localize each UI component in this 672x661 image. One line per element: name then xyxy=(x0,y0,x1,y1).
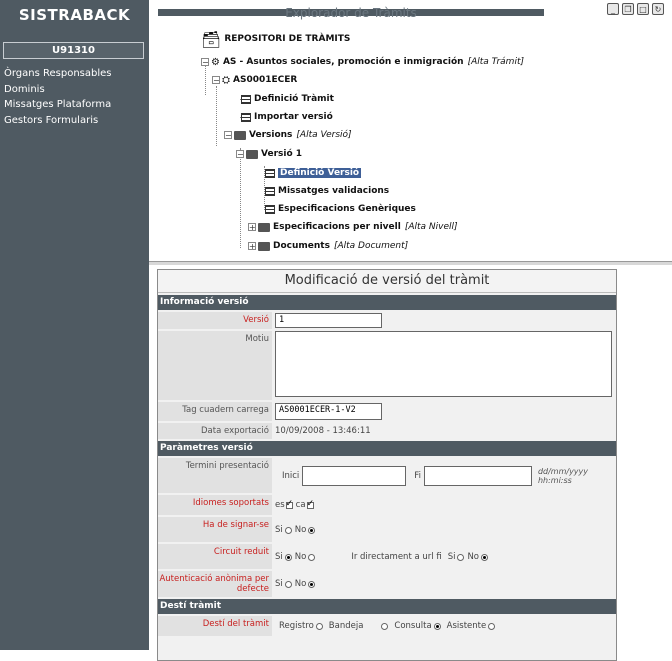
desti-asistente-radio[interactable] xyxy=(488,623,495,630)
signar-si-radio[interactable] xyxy=(285,527,292,534)
row-desti xyxy=(158,616,616,636)
desti-asistente-label: Asistente xyxy=(446,621,487,631)
tag-cuadern-input[interactable]: AS0001ECER-1-V2 xyxy=(275,403,382,420)
signar-no-label: No xyxy=(294,524,307,535)
folder-icon xyxy=(258,223,270,232)
folder-icon xyxy=(234,131,246,140)
row-signar xyxy=(158,517,616,542)
inici-label: Inici xyxy=(282,470,300,481)
tree-node-domain[interactable] xyxy=(201,55,524,69)
folder-open-icon xyxy=(246,150,258,159)
document-icon xyxy=(265,205,275,214)
section-parametres-versio: Paràmetres versió xyxy=(158,441,616,456)
signar-no-radio[interactable] xyxy=(308,527,315,534)
alta-tramit-link[interactable]: [Alta Trámit] xyxy=(467,57,524,67)
alta-versio-link[interactable]: [Alta Versió] xyxy=(296,130,352,140)
url-fi-label: Ir directament a url fi xyxy=(351,551,442,562)
label-idiomes: Idiomes soportats xyxy=(158,495,272,515)
folder-icon xyxy=(258,242,270,251)
document-icon xyxy=(265,169,275,178)
tree-node-label: Definició Tràmit xyxy=(254,94,334,104)
label-data-exportacio: Data exportació xyxy=(158,423,272,439)
termini-fi-input[interactable] xyxy=(424,466,532,486)
sidebar xyxy=(0,0,149,650)
tree-node-label: Especificacions per nivell xyxy=(273,222,401,232)
url-fi-no-radio[interactable] xyxy=(481,554,488,561)
desti-consulta-label: Consulta xyxy=(394,621,432,631)
row-circuit xyxy=(158,544,616,569)
row-versio xyxy=(158,312,616,329)
tree-node-label: AS0001ECER xyxy=(233,75,298,85)
document-icon xyxy=(241,95,251,104)
versio-input[interactable]: 1 xyxy=(275,313,382,328)
sidebar-item-gestors[interactable]: Gestors Formularis xyxy=(4,114,99,126)
tree-node-root[interactable] xyxy=(201,29,351,49)
desti-registro-label: Registro xyxy=(279,621,314,631)
circuit-si-label: Si xyxy=(275,551,283,562)
user-id-box: U91310 xyxy=(3,42,144,59)
section-desti-tramit: Destí tràmit xyxy=(158,599,616,614)
desti-consulta-radio[interactable] xyxy=(434,623,441,630)
tree-node-especificacions-generiques[interactable] xyxy=(265,202,416,216)
explorer-title: Explorador de Tràmits xyxy=(285,6,417,20)
tramits-explorer xyxy=(149,0,672,261)
sidebar-menu xyxy=(4,66,112,128)
tree-node-label-selected: Definició Versió xyxy=(280,168,360,178)
tree-node-especificacions-nivell[interactable] xyxy=(248,220,458,234)
label-signar: Ha de signar-se xyxy=(158,517,272,542)
restore-icon[interactable]: ❐ xyxy=(622,3,634,15)
desti-registro-radio[interactable] xyxy=(316,623,323,630)
tree-line xyxy=(216,86,217,146)
url-fi-no-label: No xyxy=(467,551,480,562)
tree-node-tramit[interactable] xyxy=(212,73,297,87)
row-autenticacio xyxy=(158,571,616,597)
refresh-icon[interactable]: ↻ xyxy=(652,3,664,15)
collapse-icon[interactable]: − xyxy=(202,58,209,67)
circuit-no-radio[interactable] xyxy=(308,554,315,561)
domain-icon: ⚙ xyxy=(211,56,220,68)
label-versio: Versió xyxy=(158,312,272,329)
label-circuit: Circuit reduit xyxy=(158,544,272,569)
tree-node-label: Importar versió xyxy=(254,112,333,122)
signar-si-label: Si xyxy=(275,524,283,535)
row-tag xyxy=(158,402,616,421)
sidebar-item-organs[interactable]: Òrgans Responsables xyxy=(4,68,112,79)
window-controls xyxy=(607,3,664,15)
label-desti: Destí del tràmit xyxy=(158,616,272,636)
tree-node-versions[interactable] xyxy=(224,128,352,142)
repository-icon: 🗃 xyxy=(201,29,222,49)
tree-node-versio-1[interactable] xyxy=(236,147,302,161)
section-informacio-versio: Informació versió xyxy=(158,295,616,310)
date-format-hint: dd/mm/yyyy hh:mi:ss xyxy=(537,466,589,485)
circuit-si-radio[interactable] xyxy=(285,554,292,561)
row-idiomes xyxy=(158,495,616,515)
url-fi-si-radio[interactable] xyxy=(457,554,464,561)
label-autenticacio: Autenticació anònima per defecte xyxy=(158,571,272,597)
label-motiu: Motiu xyxy=(158,331,272,400)
tree-node-label: Versió 1 xyxy=(261,149,303,159)
collapse-icon[interactable]: − xyxy=(225,131,232,140)
lang-es-label: es xyxy=(275,500,285,510)
auth-no-radio[interactable] xyxy=(308,581,315,588)
document-icon xyxy=(265,187,275,196)
auth-si-radio[interactable] xyxy=(285,581,292,588)
lang-es-checkbox[interactable] xyxy=(286,502,293,509)
tree-node-label: Versions xyxy=(249,130,293,140)
lang-ca-checkbox[interactable] xyxy=(307,502,314,509)
tree-node-importar-versio[interactable] xyxy=(241,110,333,124)
tree-node-label: Missatges validacions xyxy=(278,186,390,196)
tree-node-missatges-validacions[interactable] xyxy=(265,184,389,198)
desti-bandeja-radio[interactable] xyxy=(381,623,388,630)
sidebar-item-missatges[interactable]: Missatges Plataforma xyxy=(4,99,112,110)
fi-label: Fi xyxy=(414,470,421,481)
expand-icon[interactable]: + xyxy=(249,223,256,232)
minimize-icon[interactable]: _ xyxy=(607,3,619,15)
circuit-no-label: No xyxy=(294,551,307,562)
row-termini xyxy=(158,458,616,493)
collapse-icon[interactable]: − xyxy=(237,150,244,159)
tree-line xyxy=(240,148,241,248)
modificacio-versio-form xyxy=(157,269,617,661)
app-logo: SISTRABACK xyxy=(18,6,131,24)
lang-ca-label: ca xyxy=(295,500,306,510)
form-title: Modificació de versió del tràmit xyxy=(158,270,616,293)
tramit-icon: ⛭ xyxy=(222,74,230,86)
url-fi-si-label: Si xyxy=(447,551,456,562)
auth-no-label: No xyxy=(294,579,307,589)
tree-node-label: Documents xyxy=(273,241,330,251)
tree-node-documents[interactable] xyxy=(248,239,408,253)
row-motiu xyxy=(158,331,616,400)
tree-node-label: Especificacions Genèriques xyxy=(278,204,416,214)
motiu-textarea[interactable] xyxy=(275,331,612,397)
tree-node-label: REPOSITORI DE TRÀMITS xyxy=(224,34,351,44)
tree-node-definicio-versio[interactable] xyxy=(265,166,361,180)
alta-document-link[interactable]: [Alta Document] xyxy=(333,241,409,251)
auth-si-label: Si xyxy=(275,579,283,589)
label-termini: Termini presentació xyxy=(158,458,272,493)
tree-node-definicio-tramit[interactable] xyxy=(241,92,334,106)
termini-inici-input[interactable] xyxy=(302,466,406,486)
tree-node-label: AS - Asuntos sociales, promoción e inmigración xyxy=(222,57,464,67)
sidebar-item-dominis[interactable]: Dominis xyxy=(4,83,45,95)
form-panel xyxy=(149,265,672,650)
collapse-icon[interactable]: − xyxy=(213,76,220,85)
label-tag-cuadern: Tag cuadern carrega xyxy=(158,402,272,421)
alta-nivell-link[interactable]: [Alta Nivell] xyxy=(404,222,458,232)
expand-icon[interactable]: + xyxy=(249,242,256,251)
document-icon xyxy=(241,113,251,122)
desti-bandeja-label: Bandeja xyxy=(328,621,364,631)
data-exportacio-value: 10/09/2008 - 13:46:11 xyxy=(275,426,371,436)
row-data-exportacio xyxy=(158,423,616,439)
maximize-icon[interactable]: □ xyxy=(637,3,649,15)
